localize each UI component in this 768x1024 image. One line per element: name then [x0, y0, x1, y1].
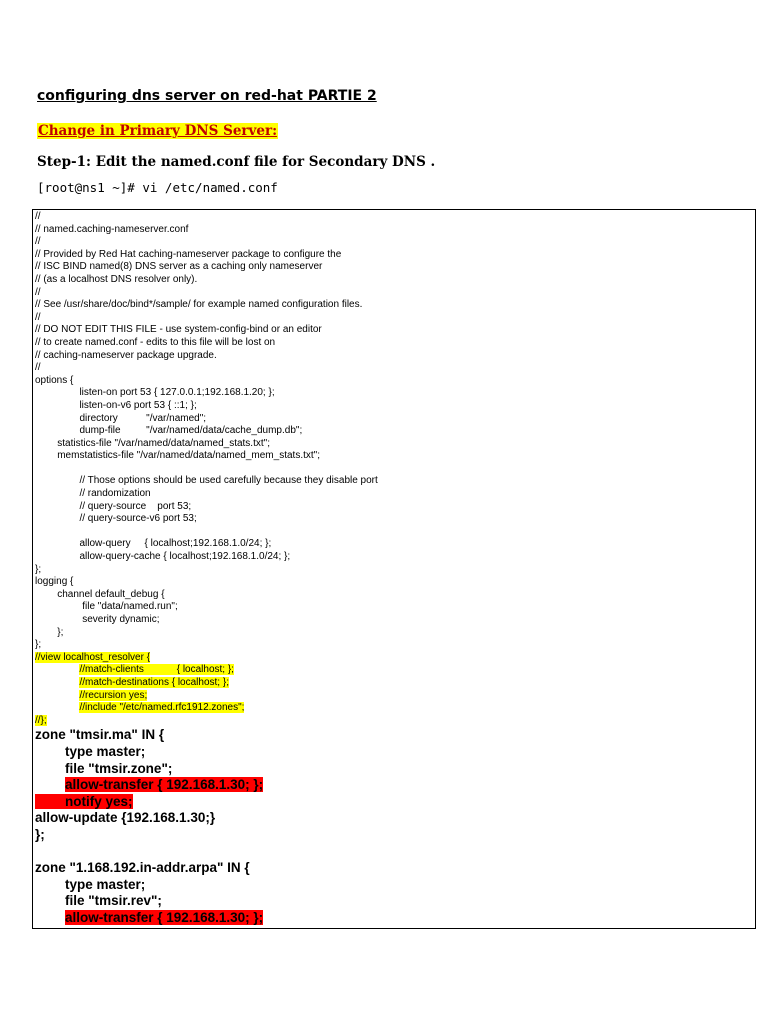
config-line: [35, 652, 378, 665]
highlighted-comment: //include "/etc/named.rfc1912.zones";: [79, 702, 245, 714]
config-line: [35, 794, 378, 811]
config-line: logging {: [35, 576, 74, 588]
config-line: [35, 910, 378, 927]
config-line: dump-file "/var/named/data/cache_dump.db";: [35, 425, 303, 437]
config-line: statistics-file "/var/named/data/named_stats.txt";: [35, 437, 270, 449]
highlighted-directive: notify yes;: [35, 793, 133, 809]
config-line: [35, 702, 378, 715]
config-line: //: [35, 362, 41, 374]
config-line: file "tmsir.zone";: [35, 760, 173, 776]
section-subtitle: Change in Primary DNS Server:: [38, 123, 278, 139]
config-line: options {: [35, 374, 74, 386]
document-title: configuring dns server on red-hat PARTIE 2: [37, 88, 377, 104]
config-line: };: [35, 826, 45, 842]
config-line: allow-query { localhost;192.168.1.0/24; };: [35, 538, 272, 550]
config-line: // named.caching-nameserver.conf: [35, 223, 189, 235]
step-heading: Step-1: Edit the named.conf file for Secondary DNS .: [37, 154, 436, 170]
config-line: type master;: [35, 876, 146, 892]
config-line: //: [35, 211, 41, 222]
config-line: listen-on port 53 { 127.0.0.1;192.168.1.20; };: [35, 387, 275, 399]
config-line: allow-query-cache { localhost;192.168.1.0/24; };: [35, 551, 291, 563]
config-line: // See /usr/share/doc/bind*/sample/ for example named configuration files.: [35, 299, 363, 311]
highlighted-comment: //view localhost_resolver {: [35, 651, 151, 663]
config-line: //: [35, 286, 41, 298]
config-line: [35, 715, 378, 728]
config-line: //: [35, 236, 41, 248]
config-line: zone "tmsir.ma" IN {: [35, 727, 165, 743]
config-line: [35, 844, 378, 861]
config-line: [35, 690, 378, 703]
config-line: };: [35, 563, 42, 575]
config-line: // caching-nameserver package upgrade.: [35, 349, 217, 361]
highlighted-directive: allow-transfer { 192.168.1.30; };: [65, 777, 264, 793]
shell-command: [root@ns1 ~]# vi /etc/named.conf: [37, 180, 278, 195]
config-line: file "tmsir.rev";: [35, 893, 162, 909]
config-line: // DO NOT EDIT THIS FILE - use system-config-bind or an editor: [35, 324, 322, 336]
highlighted-comment: //};: [35, 714, 47, 726]
config-line: allow-update {192.168.1.30;}: [35, 810, 216, 826]
config-line: // ISC BIND named(8) DNS server as a caching only nameserver: [35, 261, 323, 273]
config-line: [35, 463, 378, 476]
config-line: // to create named.conf - edits to this file will be lost on: [35, 336, 276, 348]
config-file-box: [32, 209, 756, 929]
highlighted-directive: allow-transfer { 192.168.1.30; };: [65, 909, 264, 925]
config-line: file "data/named.run";: [35, 601, 178, 613]
config-line: listen-on-v6 port 53 { ::1; };: [35, 399, 197, 411]
config-line: // Provided by Red Hat caching-nameserver package to configure the: [35, 248, 342, 260]
config-line: [35, 664, 378, 677]
highlighted-comment: //match-destinations { localhost; };: [79, 676, 229, 688]
config-line: severity dynamic;: [35, 614, 160, 625]
config-line: };: [35, 639, 42, 651]
config-line: // randomization: [35, 488, 151, 500]
config-line: memstatistics-file "/var/named/data/named_mem_stats.txt";: [35, 450, 320, 462]
config-line: //: [35, 311, 41, 323]
config-line: directory "/var/named";: [35, 412, 207, 424]
config-line: // (as a localhost DNS resolver only).: [35, 273, 198, 285]
config-line: };: [35, 626, 64, 638]
config-line: [35, 777, 378, 794]
config-line: channel default_debug {: [35, 588, 165, 600]
config-line: // query-source port 53;: [35, 500, 192, 512]
config-line: type master;: [35, 743, 146, 759]
named-conf-listing: [35, 211, 378, 926]
highlighted-comment: //recursion yes;: [79, 689, 148, 701]
config-line: // Those options should be used carefully because they disable port: [35, 475, 378, 487]
config-line: zone "1.168.192.in-addr.arpa" IN {: [35, 860, 250, 876]
config-line: // query-source-v6 port 53;: [35, 513, 197, 525]
highlighted-comment: //match-clients { localhost; };: [79, 664, 234, 676]
config-line: [35, 526, 378, 539]
config-line: [35, 677, 378, 690]
